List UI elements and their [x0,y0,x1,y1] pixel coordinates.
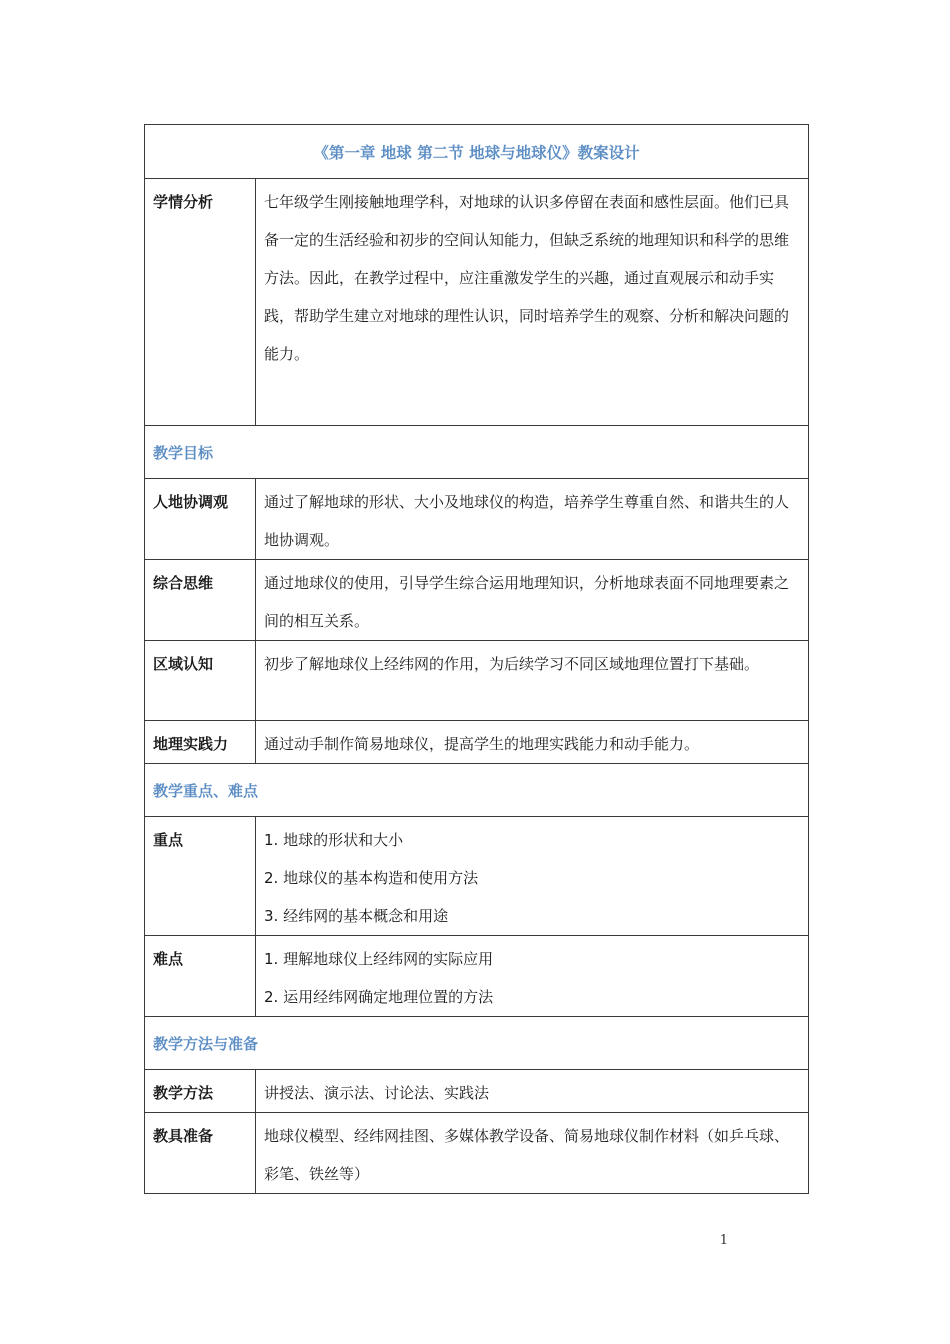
objective-label: 地理实践力 [145,721,256,764]
focus-label: 重点 [145,817,256,936]
document-title: 《第一章 地球 第二节 地球与地球仪》教案设计 [145,125,809,179]
method-label: 教学方法 [145,1070,256,1113]
method-label: 教具准备 [145,1113,256,1194]
focus-list [256,817,809,936]
objective-text: 通过地球仪的使用，引导学生综合运用地理知识，分析地球表面不同地理要素之间的相互关系。 [256,560,809,641]
method-row [145,1070,809,1113]
objective-row [145,721,809,764]
methods-section-row [145,1017,809,1070]
key-points-section-row [145,764,809,817]
focus-row [145,817,809,936]
focus-item: 3. 经纬网的基本概念和用途 [264,907,449,925]
objective-label: 综合思维 [145,560,256,641]
objective-label: 人地协调观 [145,479,256,560]
title-row [145,125,809,179]
student-analysis-label: 学情分析 [145,179,256,426]
difficulty-item: 2. 运用经纬网确定地理位置的方法 [264,988,494,1006]
focus-item: 2. 地球仪的基本构造和使用方法 [264,869,479,887]
objective-row [145,479,809,560]
focus-item: 1. 地球的形状和大小 [264,831,404,849]
objective-label: 区域认知 [145,641,256,721]
difficulty-list [256,936,809,1017]
objectives-section-row [145,426,809,479]
lesson-plan-table [144,124,809,1194]
page-number: 1 [719,1233,728,1248]
key-points-heading: 教学重点、难点 [145,764,809,817]
student-analysis-text: 七年级学生刚接触地理学科，对地球的认识多停留在表面和感性层面。他们已具备一定的生活经验和初步的空间认知能力，但缺乏系统的地理知识和科学的思维方法。因此，在教学过程中，应注重激发学生的兴趣，通过直观展示和动手实践，帮助学生建立对地球的理性认识，同时培养学生的观察、分析和解决问题的能力。 [256,179,809,426]
objective-text: 通过了解地球的形状、大小及地球仪的构造，培养学生尊重自然、和谐共生的人地协调观。 [256,479,809,560]
methods-heading: 教学方法与准备 [145,1017,809,1070]
method-text: 讲授法、演示法、讨论法、实践法 [256,1070,809,1113]
objective-row [145,641,809,721]
difficulty-item: 1. 理解地球仪上经纬网的实际应用 [264,950,494,968]
method-row [145,1113,809,1194]
method-text: 地球仪模型、经纬网挂图、多媒体教学设备、简易地球仪制作材料（如乒乓球、彩笔、铁丝等） [256,1113,809,1194]
student-analysis-row [145,179,809,426]
difficulty-row [145,936,809,1017]
objective-text: 初步了解地球仪上经纬网的作用，为后续学习不同区域地理位置打下基础。 [256,641,809,721]
objective-row [145,560,809,641]
objective-text: 通过动手制作简易地球仪，提高学生的地理实践能力和动手能力。 [256,721,809,764]
objectives-heading: 教学目标 [145,426,809,479]
difficulty-label: 难点 [145,936,256,1017]
